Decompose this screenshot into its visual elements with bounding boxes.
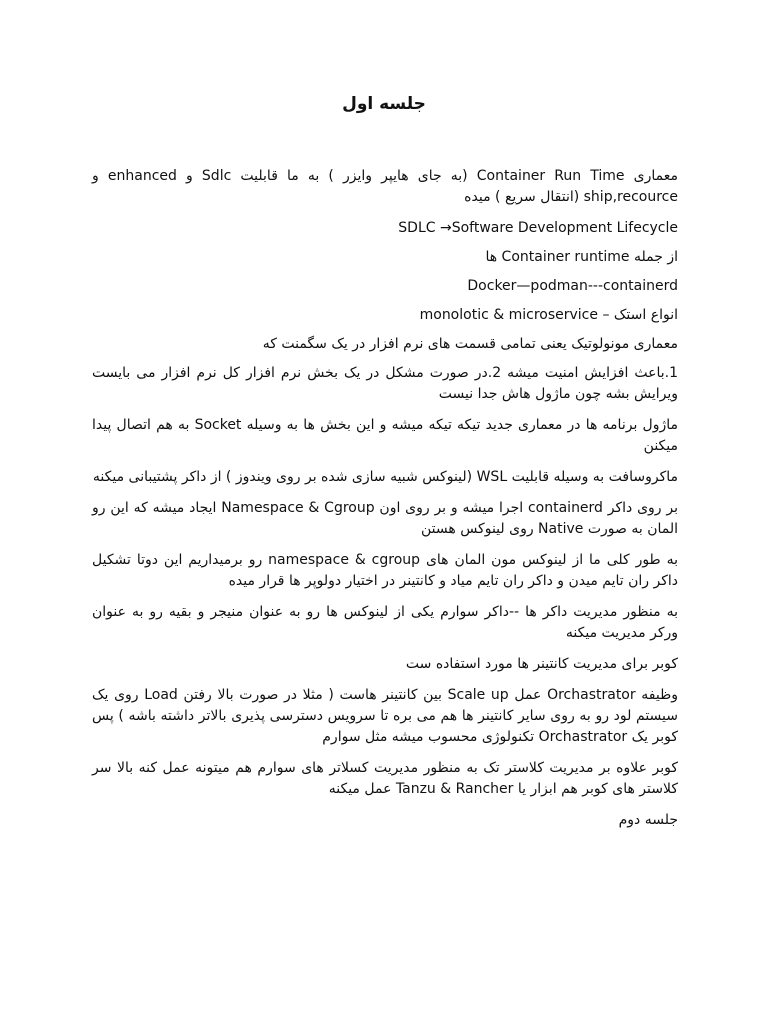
paragraph-namespace-cgroup: به طور کلی ما از لینوکس مون المان های namespace & cgroup رو برمیداریم این دوتا تشکیل داکر ران تایم میدن و داکر ران تایم میاد و کانتینر در اختیار دولوپر ها قرار میده — [92, 552, 679, 589]
paragraph-stack-types: انواع استک – monolotic & microservice — [419, 307, 678, 323]
document-body — [92, 166, 678, 841]
paragraph-orchestrator: وظیفه Orchastrator عمل Scale up بین کانتینر هاست ( مثلا در صورت بالا رفتن Load روی یک سیستم لود رو به روی سایر کانتینر ها هم می بره تا سرویس دسترسی پذیری بالاتر داشته باشه ) پس کوبر یک Orchastrator تکنولوژی محسوب میشه مثل سوارم — [92, 687, 678, 745]
paragraph-wsl: ماکروسافت به وسیله قابلیت WSL (لینوکس شبیه سازی شده بر روی ویندوز ) از داکر پشتیبانی میکنه — [92, 469, 678, 485]
page-title: جلسه اول — [342, 94, 426, 114]
paragraph-monolithic: معماری مونولوتیک یعنی تمامی قسمت های نرم افزار در یک سگمنت که — [262, 336, 678, 352]
paragraph-containerd: بر روی داکر containerd اجرا میشه و بر روی اون Namespace & Cgroup ایجاد میشه که این رو المان به صورت Native روی لینوکس هستن — [92, 500, 679, 537]
paragraph-docker-swarm: به منظور مدیریت داکر ها --داکر سوارم یکی از لینوکس ها رو به عنوان منیجر و بقیه رو به عنوان ورکر مدیریت میکنه — [92, 604, 678, 641]
paragraph-runtimes-heading: از جمله Container runtime ها — [485, 249, 678, 265]
paragraph-kubernetes: کوبر برای مدیریت کانتینر ها مورد استفاده ست — [405, 656, 678, 672]
paragraph-modules-socket: ماژول برنامه ها در معماری جدید تیکه تیکه میشه و این بخش ها به وسیله Socket به هم اتصال پیدا میکنن — [92, 417, 678, 454]
paragraph-runtimes-list: Docker—podman---containerd — [467, 278, 678, 294]
paragraph-cluster-management: کوبر علاوه بر مدیریت کلاستر تک به منظور مدیریت کسلاتر های سوارم هم میتونه عمل کنه بالا سر کلاستر های کوبر هم ابزار یا Tanzu & Rancher عمل میکنه — [92, 760, 678, 797]
paragraph-container-runtime: معماری Container Run Time (به جای هایپر وایزر ) به ما قابلیت Sdlc و enhanced و ship,recource (انتقال سریع ) میده — [92, 168, 679, 205]
paragraph-sdlc: SDLC →Software Development Lifecycle — [398, 220, 678, 236]
paragraph-second-session: جلسه دوم — [618, 812, 678, 828]
paragraph-monolithic-points: 1.باعث افزایش امنیت میشه 2.در صورت مشکل در یک بخش نرم افزار کل نرم افزار می بایست ویرایش بشه چون ماژول هاش جدا نیست — [92, 365, 678, 402]
